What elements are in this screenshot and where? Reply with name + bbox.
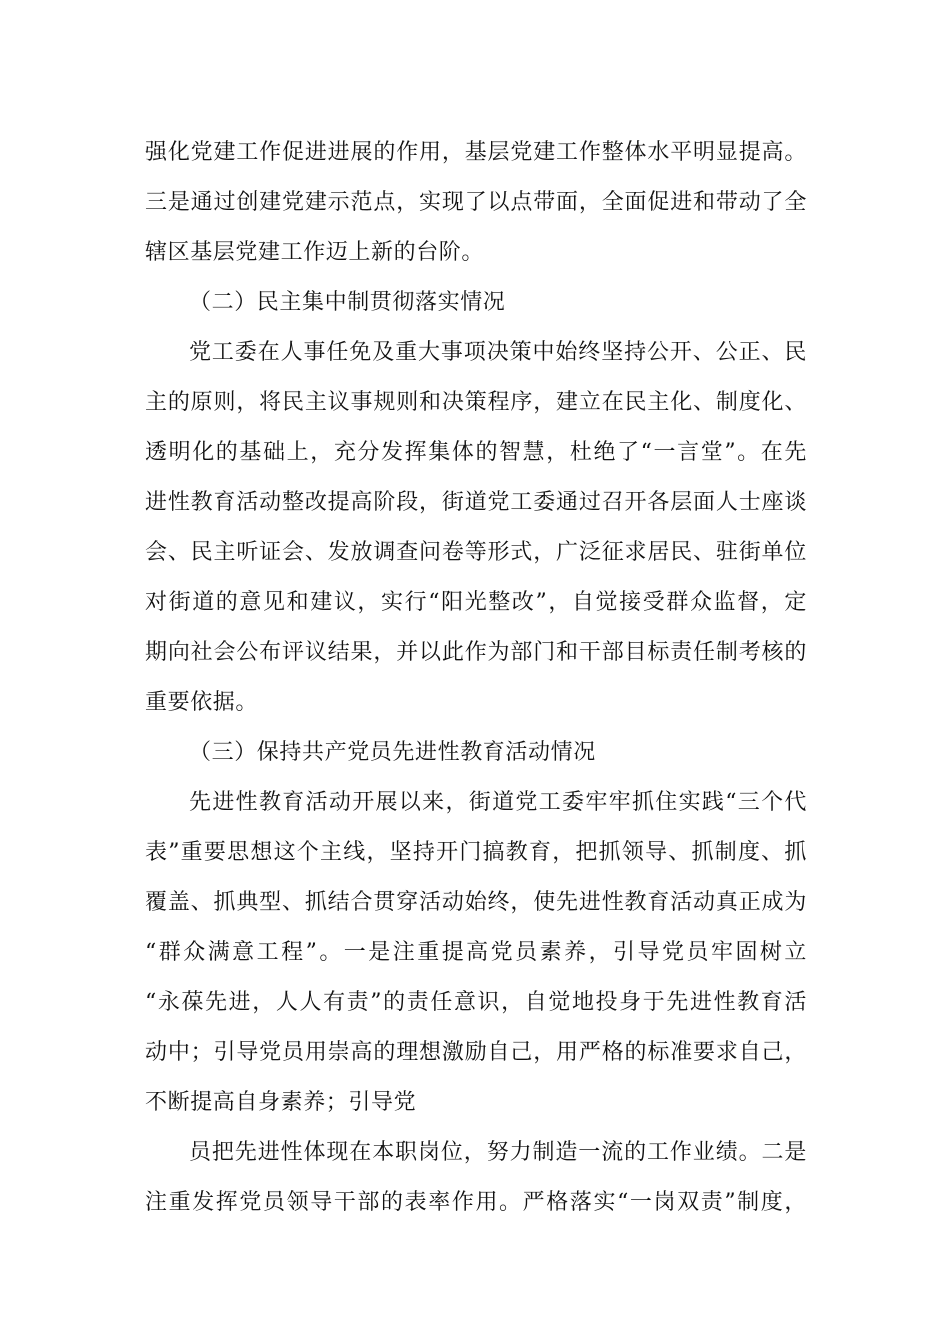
body-text-line: 动中；引导党员用崇高的理想激励自己，用严格的标准要求自己， xyxy=(145,1040,807,1065)
body-text-line: 强化党建工作促进进展的作用，基层党建工作整体水平明显提高。 xyxy=(145,140,807,165)
body-text-line: 会、民主听证会、发放调查问卷等形式，广泛征求居民、驻街单位 xyxy=(145,540,807,565)
body-text-line: 透明化的基础上，充分发挥集体的智慧，杜绝了“一言堂”。在先 xyxy=(145,440,807,465)
body-text-line: 对街道的意见和建议，实行“阳光整改”，自觉接受群众监督，定 xyxy=(145,590,807,615)
document-body xyxy=(145,128,807,1228)
body-text-line: 覆盖、抓典型、抓结合贯穿活动始终，使先进性教育活动真正成为 xyxy=(145,890,807,915)
body-text-line: 进性教育活动整改提高阶段，街道党工委通过召开各层面人士座谈 xyxy=(145,490,807,515)
body-text-line: 主的原则，将民主议事规则和决策程序，建立在民主化、制度化、 xyxy=(145,390,807,415)
body-text-line: “群众满意工程”。一是注重提高党员素养，引导党员牢固树立 xyxy=(145,940,807,965)
paragraph-first-line: 党工委在人事任免及重大事项决策中始终坚持公开、公正、民 xyxy=(189,340,807,365)
body-text-line: 不断提高自身素养；引导党 xyxy=(145,1090,417,1115)
body-text-line: 重要依据。 xyxy=(145,690,259,715)
body-text-line: 辖区基层党建工作迈上新的台阶。 xyxy=(145,240,485,265)
body-text-line: “永葆先进，人人有责”的责任意识，自觉地投身于先进性教育活 xyxy=(145,990,807,1015)
paragraph-first-line: 员把先进性体现在本职岗位，努力制造一流的工作业绩。二是 xyxy=(189,1140,807,1165)
body-text-line: 表”重要思想这个主线，坚持开门搞教育，把抓领导、抓制度、抓 xyxy=(145,840,807,865)
body-text-line: 注重发挥党员领导干部的表率作用。严格落实“一岗双责”制度， xyxy=(145,1190,807,1215)
body-text-line: 期向社会公布评议结果，并以此作为部门和干部目标责任制考核的 xyxy=(145,640,807,665)
body-text-line: 三是通过创建党建示范点，实现了以点带面，全面促进和带动了全 xyxy=(145,190,807,215)
section-heading-3: （三）保持共产党员先进性教育活动情况 xyxy=(189,740,596,765)
section-heading-2: （二）民主集中制贯彻落实情况 xyxy=(189,290,506,315)
paragraph-first-line: 先进性教育活动开展以来，街道党工委牢牢抓住实践“三个代 xyxy=(189,790,807,815)
